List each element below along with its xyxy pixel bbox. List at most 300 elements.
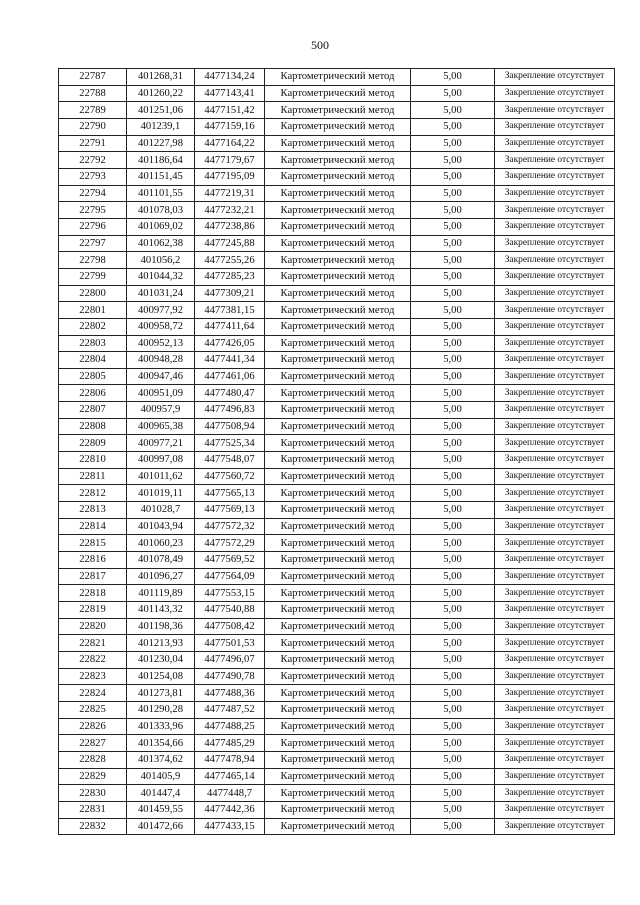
x-coordinate-cell: 401472,66 xyxy=(127,818,195,835)
point-number-cell: 22823 xyxy=(59,668,127,685)
fixing-cell: Закрепление отсутствует xyxy=(495,218,615,235)
point-number-cell: 22825 xyxy=(59,701,127,718)
table-row xyxy=(59,701,615,718)
fixing-cell: Закрепление отсутствует xyxy=(495,635,615,652)
y-coordinate-cell: 4477540,88 xyxy=(195,602,265,619)
table-row xyxy=(59,818,615,835)
point-number-cell: 22796 xyxy=(59,218,127,235)
point-number-cell: 22799 xyxy=(59,268,127,285)
x-coordinate-cell: 401333,96 xyxy=(127,718,195,735)
point-number-cell: 22795 xyxy=(59,202,127,219)
method-cell: Картометрический метод xyxy=(265,801,411,818)
point-number-cell: 22792 xyxy=(59,152,127,169)
method-cell: Картометрический метод xyxy=(265,402,411,419)
point-number-cell: 22831 xyxy=(59,801,127,818)
x-coordinate-cell: 401268,31 xyxy=(127,69,195,86)
point-number-cell: 22813 xyxy=(59,502,127,519)
fixing-cell: Закрепление отсутствует xyxy=(495,268,615,285)
table-row xyxy=(59,285,615,302)
accuracy-cell: 5,00 xyxy=(411,385,495,402)
x-coordinate-cell: 401254,08 xyxy=(127,668,195,685)
point-number-cell: 22828 xyxy=(59,751,127,768)
table-row xyxy=(59,485,615,502)
y-coordinate-cell: 4477195,09 xyxy=(195,168,265,185)
table-row xyxy=(59,502,615,519)
fixing-cell: Закрепление отсутствует xyxy=(495,535,615,552)
point-number-cell: 22787 xyxy=(59,69,127,86)
point-number-cell: 22808 xyxy=(59,418,127,435)
x-coordinate-cell: 401459,55 xyxy=(127,801,195,818)
fixing-cell: Закрепление отсутствует xyxy=(495,718,615,735)
y-coordinate-cell: 4477164,22 xyxy=(195,135,265,152)
method-cell: Картометрический метод xyxy=(265,785,411,802)
table-row xyxy=(59,718,615,735)
table-row xyxy=(59,385,615,402)
point-number-cell: 22806 xyxy=(59,385,127,402)
table-row xyxy=(59,418,615,435)
method-cell: Картометрический метод xyxy=(265,435,411,452)
method-cell: Картометрический метод xyxy=(265,102,411,119)
accuracy-cell: 5,00 xyxy=(411,468,495,485)
point-number-cell: 22790 xyxy=(59,118,127,135)
fixing-cell: Закрепление отсутствует xyxy=(495,568,615,585)
fixing-cell: Закрепление отсутствует xyxy=(495,651,615,668)
point-number-cell: 22811 xyxy=(59,468,127,485)
method-cell: Картометрический метод xyxy=(265,668,411,685)
y-coordinate-cell: 4477496,07 xyxy=(195,651,265,668)
x-coordinate-cell: 400965,38 xyxy=(127,418,195,435)
table-row xyxy=(59,585,615,602)
fixing-cell: Закрепление отсутствует xyxy=(495,252,615,269)
table-row xyxy=(59,218,615,235)
method-cell: Картометрический метод xyxy=(265,751,411,768)
table-row xyxy=(59,618,615,635)
table-row xyxy=(59,118,615,135)
method-cell: Картометрический метод xyxy=(265,685,411,702)
x-coordinate-cell: 401213,93 xyxy=(127,635,195,652)
x-coordinate-cell: 401239,1 xyxy=(127,118,195,135)
accuracy-cell: 5,00 xyxy=(411,102,495,119)
fixing-cell: Закрепление отсутствует xyxy=(495,735,615,752)
method-cell: Картометрический метод xyxy=(265,385,411,402)
table-row xyxy=(59,135,615,152)
accuracy-cell: 5,00 xyxy=(411,718,495,735)
x-coordinate-cell: 400977,92 xyxy=(127,302,195,319)
fixing-cell: Закрепление отсутствует xyxy=(495,701,615,718)
accuracy-cell: 5,00 xyxy=(411,768,495,785)
y-coordinate-cell: 4477465,14 xyxy=(195,768,265,785)
y-coordinate-cell: 4477485,29 xyxy=(195,735,265,752)
y-coordinate-cell: 4477501,53 xyxy=(195,635,265,652)
method-cell: Картометрический метод xyxy=(265,318,411,335)
x-coordinate-cell: 401186,64 xyxy=(127,152,195,169)
x-coordinate-cell: 400957,9 xyxy=(127,402,195,419)
accuracy-cell: 5,00 xyxy=(411,252,495,269)
table-row xyxy=(59,69,615,86)
fixing-cell: Закрепление отсутствует xyxy=(495,485,615,502)
point-number-cell: 22798 xyxy=(59,252,127,269)
method-cell: Картометрический метод xyxy=(265,335,411,352)
accuracy-cell: 5,00 xyxy=(411,535,495,552)
method-cell: Картометрический метод xyxy=(265,468,411,485)
y-coordinate-cell: 4477548,07 xyxy=(195,452,265,469)
fixing-cell: Закрепление отсутствует xyxy=(495,69,615,86)
accuracy-cell: 5,00 xyxy=(411,435,495,452)
table-row xyxy=(59,185,615,202)
method-cell: Картометрический метод xyxy=(265,818,411,835)
x-coordinate-cell: 400952,13 xyxy=(127,335,195,352)
x-coordinate-cell: 401251,06 xyxy=(127,102,195,119)
y-coordinate-cell: 4477159,16 xyxy=(195,118,265,135)
x-coordinate-cell: 401096,27 xyxy=(127,568,195,585)
point-number-cell: 22820 xyxy=(59,618,127,635)
point-number-cell: 22789 xyxy=(59,102,127,119)
table-row xyxy=(59,302,615,319)
method-cell: Картометрический метод xyxy=(265,168,411,185)
table-row xyxy=(59,785,615,802)
accuracy-cell: 5,00 xyxy=(411,685,495,702)
x-coordinate-cell: 401290,28 xyxy=(127,701,195,718)
accuracy-cell: 5,00 xyxy=(411,69,495,86)
method-cell: Картометрический метод xyxy=(265,152,411,169)
accuracy-cell: 5,00 xyxy=(411,701,495,718)
y-coordinate-cell: 4477232,21 xyxy=(195,202,265,219)
fixing-cell: Закрепление отсутствует xyxy=(495,302,615,319)
y-coordinate-cell: 4477426,05 xyxy=(195,335,265,352)
fixing-cell: Закрепление отсутствует xyxy=(495,335,615,352)
fixing-cell: Закрепление отсутствует xyxy=(495,452,615,469)
table-row xyxy=(59,552,615,569)
point-number-cell: 22829 xyxy=(59,768,127,785)
point-number-cell: 22818 xyxy=(59,585,127,602)
accuracy-cell: 5,00 xyxy=(411,668,495,685)
x-coordinate-cell: 401227,98 xyxy=(127,135,195,152)
fixing-cell: Закрепление отсутствует xyxy=(495,518,615,535)
y-coordinate-cell: 4477255,26 xyxy=(195,252,265,269)
y-coordinate-cell: 4477461,06 xyxy=(195,368,265,385)
accuracy-cell: 5,00 xyxy=(411,285,495,302)
fixing-cell: Закрепление отсутствует xyxy=(495,368,615,385)
method-cell: Картометрический метод xyxy=(265,618,411,635)
point-number-cell: 22814 xyxy=(59,518,127,535)
coordinates-table xyxy=(58,68,615,835)
x-coordinate-cell: 401043,94 xyxy=(127,518,195,535)
accuracy-cell: 5,00 xyxy=(411,651,495,668)
y-coordinate-cell: 4477565,13 xyxy=(195,485,265,502)
fixing-cell: Закрепление отсутствует xyxy=(495,801,615,818)
table-row xyxy=(59,668,615,685)
table-row xyxy=(59,801,615,818)
table-row xyxy=(59,235,615,252)
y-coordinate-cell: 4477572,32 xyxy=(195,518,265,535)
y-coordinate-cell: 4477569,52 xyxy=(195,552,265,569)
method-cell: Картометрический метод xyxy=(265,768,411,785)
accuracy-cell: 5,00 xyxy=(411,618,495,635)
point-number-cell: 22830 xyxy=(59,785,127,802)
fixing-cell: Закрепление отсутствует xyxy=(495,102,615,119)
fixing-cell: Закрепление отсутствует xyxy=(495,685,615,702)
y-coordinate-cell: 4477448,7 xyxy=(195,785,265,802)
table-row xyxy=(59,518,615,535)
x-coordinate-cell: 401019,11 xyxy=(127,485,195,502)
method-cell: Картометрический метод xyxy=(265,535,411,552)
x-coordinate-cell: 401143,32 xyxy=(127,602,195,619)
method-cell: Картометрический метод xyxy=(265,302,411,319)
table-row xyxy=(59,352,615,369)
table-row xyxy=(59,168,615,185)
x-coordinate-cell: 401405,9 xyxy=(127,768,195,785)
point-number-cell: 22824 xyxy=(59,685,127,702)
y-coordinate-cell: 4477525,34 xyxy=(195,435,265,452)
table-row xyxy=(59,252,615,269)
fixing-cell: Закрепление отсутствует xyxy=(495,768,615,785)
y-coordinate-cell: 4477143,41 xyxy=(195,85,265,102)
y-coordinate-cell: 4477488,25 xyxy=(195,718,265,735)
table-row xyxy=(59,368,615,385)
point-number-cell: 22819 xyxy=(59,602,127,619)
point-number-cell: 22788 xyxy=(59,85,127,102)
table-row xyxy=(59,768,615,785)
method-cell: Картометрический метод xyxy=(265,452,411,469)
fixing-cell: Закрепление отсутствует xyxy=(495,185,615,202)
y-coordinate-cell: 4477508,42 xyxy=(195,618,265,635)
accuracy-cell: 5,00 xyxy=(411,751,495,768)
method-cell: Картометрический метод xyxy=(265,185,411,202)
method-cell: Картометрический метод xyxy=(265,118,411,135)
table-row xyxy=(59,402,615,419)
x-coordinate-cell: 401062,38 xyxy=(127,235,195,252)
method-cell: Картометрический метод xyxy=(265,202,411,219)
accuracy-cell: 5,00 xyxy=(411,785,495,802)
accuracy-cell: 5,00 xyxy=(411,602,495,619)
y-coordinate-cell: 4477478,94 xyxy=(195,751,265,768)
fixing-cell: Закрепление отсутствует xyxy=(495,618,615,635)
method-cell: Картометрический метод xyxy=(265,651,411,668)
table-row xyxy=(59,102,615,119)
fixing-cell: Закрепление отсутствует xyxy=(495,85,615,102)
accuracy-cell: 5,00 xyxy=(411,485,495,502)
point-number-cell: 22827 xyxy=(59,735,127,752)
method-cell: Картометрический метод xyxy=(265,418,411,435)
fixing-cell: Закрепление отсутствует xyxy=(495,318,615,335)
point-number-cell: 22817 xyxy=(59,568,127,585)
y-coordinate-cell: 4477238,86 xyxy=(195,218,265,235)
table-row xyxy=(59,435,615,452)
method-cell: Картометрический метод xyxy=(265,135,411,152)
y-coordinate-cell: 4477441,34 xyxy=(195,352,265,369)
x-coordinate-cell: 400997,08 xyxy=(127,452,195,469)
accuracy-cell: 5,00 xyxy=(411,801,495,818)
y-coordinate-cell: 4477285,23 xyxy=(195,268,265,285)
y-coordinate-cell: 4477442,36 xyxy=(195,801,265,818)
point-number-cell: 22802 xyxy=(59,318,127,335)
fixing-cell: Закрепление отсутствует xyxy=(495,352,615,369)
fixing-cell: Закрепление отсутствует xyxy=(495,418,615,435)
y-coordinate-cell: 4477572,29 xyxy=(195,535,265,552)
accuracy-cell: 5,00 xyxy=(411,318,495,335)
x-coordinate-cell: 401273,81 xyxy=(127,685,195,702)
accuracy-cell: 5,00 xyxy=(411,85,495,102)
point-number-cell: 22815 xyxy=(59,535,127,552)
method-cell: Картометрический метод xyxy=(265,85,411,102)
method-cell: Картометрический метод xyxy=(265,518,411,535)
y-coordinate-cell: 4477151,42 xyxy=(195,102,265,119)
accuracy-cell: 5,00 xyxy=(411,635,495,652)
x-coordinate-cell: 401260,22 xyxy=(127,85,195,102)
method-cell: Картометрический метод xyxy=(265,352,411,369)
table-row xyxy=(59,468,615,485)
accuracy-cell: 5,00 xyxy=(411,452,495,469)
point-number-cell: 22804 xyxy=(59,352,127,369)
fixing-cell: Закрепление отсутствует xyxy=(495,152,615,169)
accuracy-cell: 5,00 xyxy=(411,352,495,369)
accuracy-cell: 5,00 xyxy=(411,268,495,285)
page-number: 500 xyxy=(311,38,329,52)
x-coordinate-cell: 401198,36 xyxy=(127,618,195,635)
x-coordinate-cell: 401060,23 xyxy=(127,535,195,552)
table-row xyxy=(59,568,615,585)
accuracy-cell: 5,00 xyxy=(411,368,495,385)
x-coordinate-cell: 400958,72 xyxy=(127,318,195,335)
point-number-cell: 22803 xyxy=(59,335,127,352)
table-row xyxy=(59,318,615,335)
fixing-cell: Закрепление отсутствует xyxy=(495,385,615,402)
point-number-cell: 22807 xyxy=(59,402,127,419)
method-cell: Картометрический метод xyxy=(265,252,411,269)
y-coordinate-cell: 4477487,52 xyxy=(195,701,265,718)
accuracy-cell: 5,00 xyxy=(411,185,495,202)
fixing-cell: Закрепление отсутствует xyxy=(495,818,615,835)
point-number-cell: 22809 xyxy=(59,435,127,452)
y-coordinate-cell: 4477508,94 xyxy=(195,418,265,435)
x-coordinate-cell: 400951,09 xyxy=(127,385,195,402)
method-cell: Картометрический метод xyxy=(265,285,411,302)
x-coordinate-cell: 401078,03 xyxy=(127,202,195,219)
point-number-cell: 22797 xyxy=(59,235,127,252)
x-coordinate-cell: 401354,66 xyxy=(127,735,195,752)
accuracy-cell: 5,00 xyxy=(411,168,495,185)
fixing-cell: Закрепление отсутствует xyxy=(495,285,615,302)
x-coordinate-cell: 401044,32 xyxy=(127,268,195,285)
accuracy-cell: 5,00 xyxy=(411,502,495,519)
accuracy-cell: 5,00 xyxy=(411,418,495,435)
method-cell: Картометрический метод xyxy=(265,635,411,652)
y-coordinate-cell: 4477309,21 xyxy=(195,285,265,302)
y-coordinate-cell: 4477569,13 xyxy=(195,502,265,519)
accuracy-cell: 5,00 xyxy=(411,135,495,152)
table-row xyxy=(59,651,615,668)
accuracy-cell: 5,00 xyxy=(411,568,495,585)
table-row xyxy=(59,735,615,752)
method-cell: Картометрический метод xyxy=(265,218,411,235)
fixing-cell: Закрепление отсутствует xyxy=(495,468,615,485)
fixing-cell: Закрепление отсутствует xyxy=(495,552,615,569)
method-cell: Картометрический метод xyxy=(265,502,411,519)
accuracy-cell: 5,00 xyxy=(411,818,495,835)
y-coordinate-cell: 4477553,15 xyxy=(195,585,265,602)
fixing-cell: Закрепление отсутствует xyxy=(495,751,615,768)
point-number-cell: 22822 xyxy=(59,651,127,668)
fixing-cell: Закрепление отсутствует xyxy=(495,585,615,602)
table-row xyxy=(59,152,615,169)
x-coordinate-cell: 400977,21 xyxy=(127,435,195,452)
x-coordinate-cell: 401119,89 xyxy=(127,585,195,602)
accuracy-cell: 5,00 xyxy=(411,552,495,569)
fixing-cell: Закрепление отсутствует xyxy=(495,118,615,135)
y-coordinate-cell: 4477564,09 xyxy=(195,568,265,585)
y-coordinate-cell: 4477219,31 xyxy=(195,185,265,202)
table-row xyxy=(59,85,615,102)
point-number-cell: 22793 xyxy=(59,168,127,185)
point-number-cell: 22791 xyxy=(59,135,127,152)
accuracy-cell: 5,00 xyxy=(411,585,495,602)
table-row xyxy=(59,635,615,652)
table-row xyxy=(59,535,615,552)
x-coordinate-cell: 400947,46 xyxy=(127,368,195,385)
table-row xyxy=(59,202,615,219)
accuracy-cell: 5,00 xyxy=(411,302,495,319)
accuracy-cell: 5,00 xyxy=(411,335,495,352)
fixing-cell: Закрепление отсутствует xyxy=(495,502,615,519)
accuracy-cell: 5,00 xyxy=(411,518,495,535)
x-coordinate-cell: 401101,55 xyxy=(127,185,195,202)
accuracy-cell: 5,00 xyxy=(411,152,495,169)
table-row xyxy=(59,685,615,702)
point-number-cell: 22826 xyxy=(59,718,127,735)
table-row xyxy=(59,452,615,469)
fixing-cell: Закрепление отсутствует xyxy=(495,168,615,185)
x-coordinate-cell: 401078,49 xyxy=(127,552,195,569)
fixing-cell: Закрепление отсутствует xyxy=(495,668,615,685)
method-cell: Картометрический метод xyxy=(265,735,411,752)
method-cell: Картометрический метод xyxy=(265,69,411,86)
point-number-cell: 22800 xyxy=(59,285,127,302)
x-coordinate-cell: 401056,2 xyxy=(127,252,195,269)
fixing-cell: Закрепление отсутствует xyxy=(495,435,615,452)
x-coordinate-cell: 401028,7 xyxy=(127,502,195,519)
y-coordinate-cell: 4477411,64 xyxy=(195,318,265,335)
y-coordinate-cell: 4477245,88 xyxy=(195,235,265,252)
y-coordinate-cell: 4477490,78 xyxy=(195,668,265,685)
method-cell: Картометрический метод xyxy=(265,485,411,502)
x-coordinate-cell: 401230,04 xyxy=(127,651,195,668)
point-number-cell: 22832 xyxy=(59,818,127,835)
y-coordinate-cell: 4477480,47 xyxy=(195,385,265,402)
table-row xyxy=(59,602,615,619)
x-coordinate-cell: 401011,62 xyxy=(127,468,195,485)
y-coordinate-cell: 4477179,67 xyxy=(195,152,265,169)
x-coordinate-cell: 400948,28 xyxy=(127,352,195,369)
table-body xyxy=(59,69,615,835)
accuracy-cell: 5,00 xyxy=(411,202,495,219)
x-coordinate-cell: 401031,24 xyxy=(127,285,195,302)
accuracy-cell: 5,00 xyxy=(411,118,495,135)
x-coordinate-cell: 401069,02 xyxy=(127,218,195,235)
x-coordinate-cell: 401447,4 xyxy=(127,785,195,802)
method-cell: Картометрический метод xyxy=(265,585,411,602)
point-number-cell: 22816 xyxy=(59,552,127,569)
fixing-cell: Закрепление отсутствует xyxy=(495,235,615,252)
point-number-cell: 22801 xyxy=(59,302,127,319)
y-coordinate-cell: 4477496,83 xyxy=(195,402,265,419)
point-number-cell: 22812 xyxy=(59,485,127,502)
method-cell: Картометрический метод xyxy=(265,552,411,569)
accuracy-cell: 5,00 xyxy=(411,218,495,235)
table-row xyxy=(59,268,615,285)
point-number-cell: 22805 xyxy=(59,368,127,385)
x-coordinate-cell: 401374,62 xyxy=(127,751,195,768)
fixing-cell: Закрепление отсутствует xyxy=(495,202,615,219)
